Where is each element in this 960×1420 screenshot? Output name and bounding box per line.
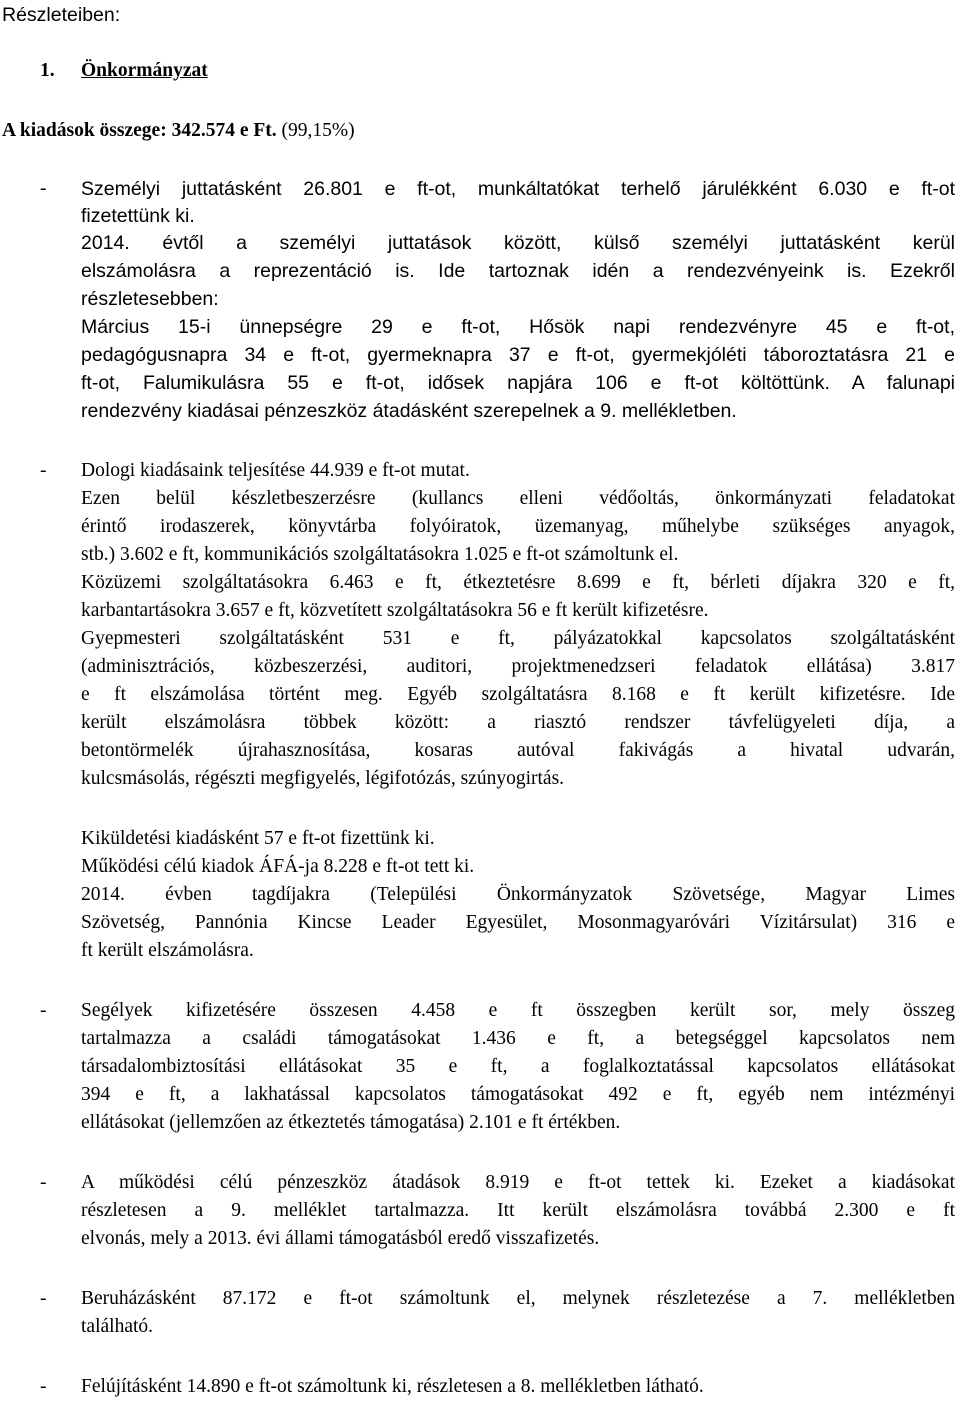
paragraph-line: Kiküldetési kiadásként 57 e ft-ot fizettünk ki.	[81, 828, 435, 849]
paragraph-line: részletesen a 9. melléklet tartalmazza. Itt került elszámolásra továbbá 2.300 e ft	[81, 1200, 955, 1221]
section-title: Önkormányzat	[81, 60, 208, 81]
paragraph-line: rendezvény kiadásai pénzeszköz átadásként szerepelnek a 9. mellékletben.	[81, 400, 737, 422]
section-number: 1.	[40, 60, 55, 81]
total-line	[2, 118, 355, 144]
paragraph-line: elvonás, mely a 2013. évi állami támogatásból eredő visszafizetés.	[81, 1228, 600, 1249]
paragraph-line: (adminisztrációs, közbeszerzési, auditori, projektmenedzseri feladatok ellátása) 3.817	[81, 656, 955, 677]
paragraph-line: kulcsmásolás, régészti megfigyelés, légifotózás, szúnyogirtás.	[81, 768, 565, 789]
paragraph-line: Szövetség, Pannónia Kincse Leader Egyesület, Mosonmagyaróvári Vízitársulat) 316 e	[81, 912, 955, 933]
paragraph-line: ft-ot, Falumikulásra 55 e ft-ot, idősek napjára 106 e ft-ot költöttünk. A falunapi	[81, 372, 955, 394]
paragraph-line: ft került elszámolásra.	[81, 940, 254, 961]
paragraph-line: fizetettünk ki.	[81, 205, 195, 227]
paragraph-line: Gyepmesteri szolgáltatásként 531 e ft, pályázatokkal kapcsolatos szolgáltatásként	[81, 628, 955, 649]
paragraph-line: Segélyek kifizetésére összesen 4.458 e ft összegben került sor, mely összeg	[81, 1000, 955, 1021]
paragraph-line: betontörmelék újrahasznosítása, kosaras autóval fakivágás a hivatal udvarán,	[81, 740, 955, 761]
paragraph-line: található.	[81, 1316, 154, 1337]
bullet-dash: -	[40, 1172, 47, 1193]
paragraph-line: pedagógusnapra 34 e ft-ot, gyermeknapra 37 e ft-ot, gyermekjóléti táboroztatásra 21 e	[81, 344, 955, 366]
total-label: A kiadások összege:	[2, 120, 167, 141]
paragraph-line: Közüzemi szolgáltatásokra 6.463 e ft, étkeztetésre 8.699 e ft, bérleti díjakra 320 e ft,	[81, 572, 955, 593]
paragraph-line: 394 e ft, a lakhatással kapcsolatos támogatásokat 492 e ft, egyéb nem intézményi	[81, 1084, 955, 1105]
paragraph-line: karbantartásokra 3.657 e ft, közvetített szolgáltatásokra 56 e ft került kifizetésre.	[81, 600, 709, 621]
paragraph-line: Beruházásként 87.172 e ft-ot számoltunk el, melynek részletezése a 7. mellékletben	[81, 1288, 955, 1309]
paragraph-line: ellátásokat (jellemzően az étkeztetés támogatása) 2.101 e ft értékben.	[81, 1112, 621, 1133]
bullet-dash: -	[40, 1376, 47, 1397]
paragraph-line: elszámolásra a reprezentáció is. Ide tartoznak idén a rendezvényeink is. Ezekről	[81, 260, 955, 282]
paragraph-line: Ezen belül készletbeszerzésre (kullancs elleni védőoltás, önkormányzati feladatokat	[81, 488, 955, 509]
bullet-dash: -	[40, 460, 47, 481]
paragraph-line: e ft elszámolása történt meg. Egyéb szolgáltatásra 8.168 e ft került kifizetésre. Ide	[81, 684, 955, 705]
paragraph-line: Személyi juttatásként 26.801 e ft-ot, munkáltatókat terhelő járulékként 6.030 e ft-ot	[81, 178, 955, 200]
paragraph-line: 2014. évtől a személyi juttatások között, külső személyi juttatásként kerül	[81, 232, 955, 254]
paragraph-line: 2014. évben tagdíjakra (Települési Önkormányzatok Szövetsége, Magyar Limes	[81, 884, 955, 905]
bullet-dash: -	[40, 178, 47, 199]
paragraph-line: került elszámolásra többek között: a riasztó rendszer távfelügyeleti díja, a	[81, 712, 955, 733]
paragraph-line: A működési célú pénzeszköz átadások 8.919 e ft-ot tettek ki. Ezeket a kiadásokat	[81, 1172, 955, 1193]
intro-heading: Részleteiben:	[2, 4, 121, 26]
total-percent: (99,15%)	[281, 120, 355, 141]
paragraph-line: stb.) 3.602 e ft, kommunikációs szolgáltatásokra 1.025 e ft-ot számoltunk el.	[81, 544, 679, 565]
paragraph-line: Dologi kiadásaink teljesítése 44.939 e ft-ot mutat.	[81, 460, 470, 481]
paragraph-line: Működési célú kiadok ÁFÁ-ja 8.228 e ft-ot tett ki.	[81, 856, 475, 877]
paragraph-line: Március 15-i ünnepségre 29 e ft-ot, Hősök napi rendezvényre 45 e ft-ot,	[81, 316, 955, 338]
bullet-dash: -	[40, 1000, 47, 1021]
paragraph-line: Felújításként 14.890 e ft-ot számoltunk ki, részletesen a 8. mellékletben látható.	[81, 1376, 704, 1397]
total-amount: 342.574 e Ft.	[171, 120, 277, 141]
paragraph-line: tartalmazza a családi támogatásokat 1.436 e ft, a betegséggel kapcsolatos nem	[81, 1028, 955, 1049]
paragraph-line: részletesebben:	[81, 288, 219, 310]
paragraph-line: érintő irodaszerek, könyvtárba folyóiratok, üzemanyag, műhelybe szükséges anyagok,	[81, 516, 955, 537]
bullet-dash: -	[40, 1288, 47, 1309]
paragraph-line: társadalombiztosítási ellátásokat 35 e ft, a foglalkoztatással kapcsolatos ellátásokat	[81, 1056, 955, 1077]
